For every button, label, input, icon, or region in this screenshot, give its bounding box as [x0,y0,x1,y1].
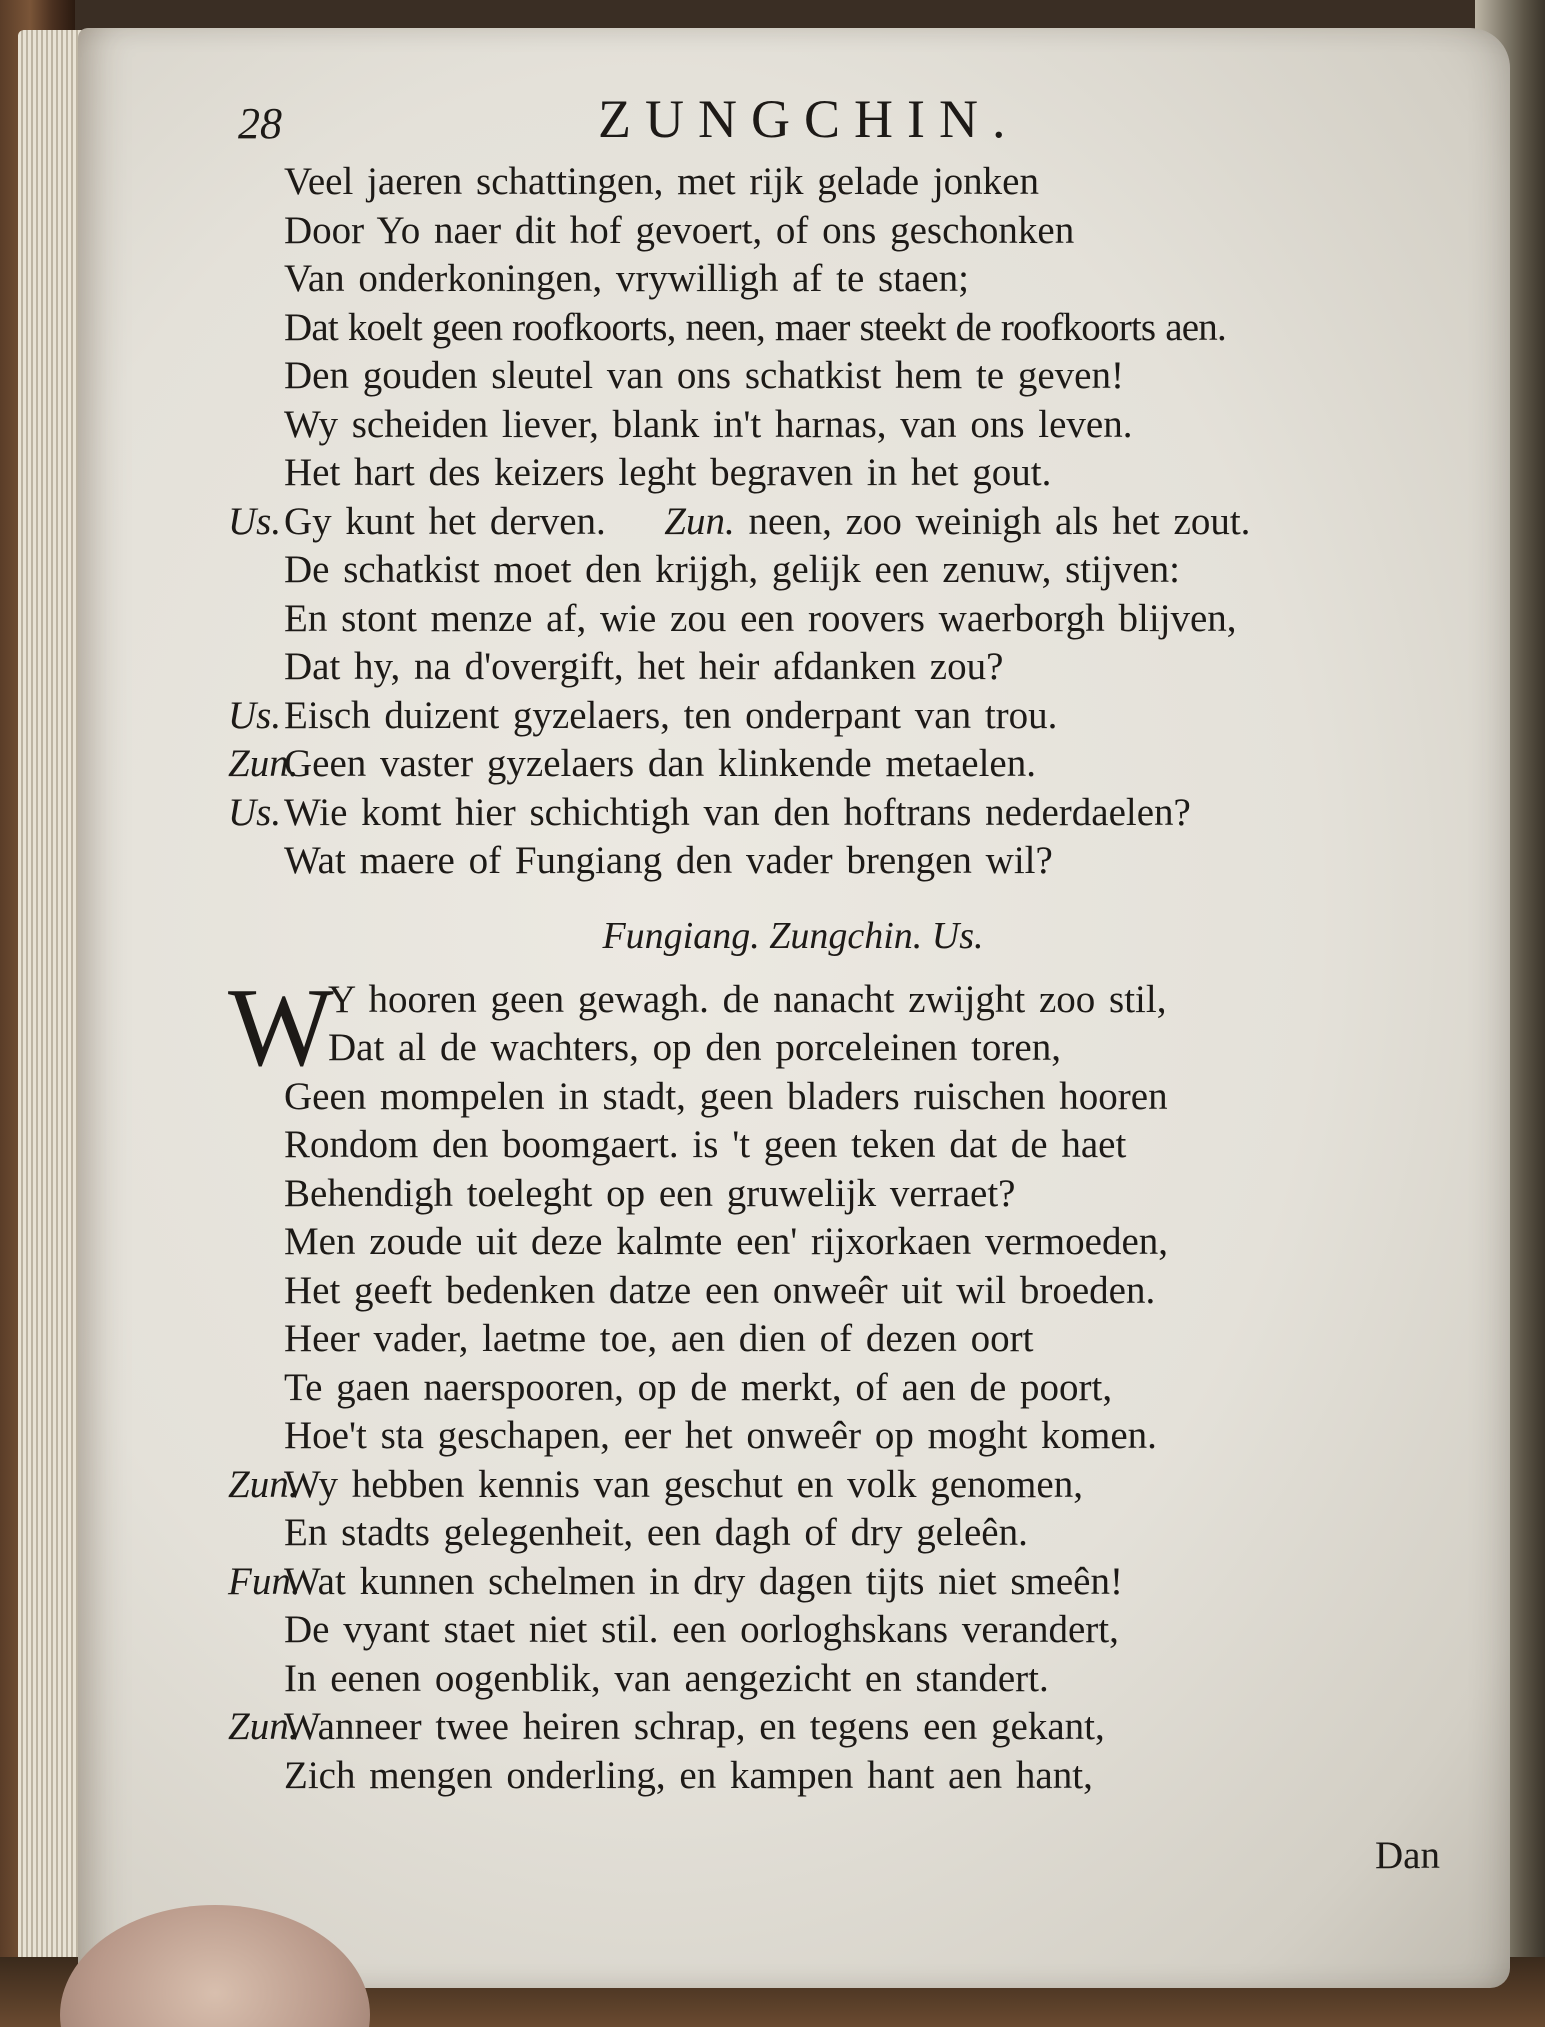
speaker-label: Zun. [228,742,299,785]
speaker-label: Zun. [228,1705,299,1748]
verse-text: Wat kunnen schelmen in dry dagen tijts niet smeên! [284,1559,1123,1603]
verse-line [228,449,1508,498]
page-number: 28 [238,99,282,148]
verse-line [228,1024,1508,1073]
speaker-label: Us. [228,790,282,834]
speaker-label: Fun. [228,1559,301,1603]
verse-block-before [228,158,1508,886]
running-head: ZUNGCHIN. [598,89,1020,149]
verse-line [228,1655,1508,1704]
verse-text: Het hart des keizers leght begraven in het gout. [284,451,1052,494]
book-page [78,28,1510,1988]
verse-line [228,352,1508,401]
verse-line [228,1752,1508,1801]
verse-text: Wat maere of Fungiang den vader brengen wil? [284,839,1053,882]
verse-line [228,401,1508,450]
speaker-label: Us. [228,499,282,543]
verse-line [228,837,1508,886]
verse-text: Heer vader, laetme toe, aen dien of dezen oort [284,1317,1034,1360]
verse-text-part: Gy kunt het derven. [284,499,606,543]
verse-text: Door Yo naer dit hof gevoert, of ons geschonken [284,208,1075,252]
verse-line [228,1703,1508,1752]
verse-line [228,789,1508,838]
verse-text: Geen vaster gyzelaers dan klinkende metaelen. [284,742,1036,785]
speaker-label: Zun. [228,1462,299,1506]
speaker-label: Us. [228,693,282,737]
speaker-label: Zun. [664,499,735,543]
verse-text: Veel jaeren schattingen, met rijk gelade jonken [284,160,1039,203]
verse-line [228,1170,1508,1219]
verse-text: Het geeft bedenken datze een onweêr uit wil broeden. [284,1268,1156,1312]
scene-heading: Fungiang. Zungchin. Us. [602,914,984,957]
verse-text: Geen mompelen in stadt, geen bladers ruischen hooren [284,1074,1168,1118]
verse-text: Dat koelt geen roofkoorts, neen, maer steekt de roofkoorts aen. [284,305,1226,349]
verse-text: En stadts gelegenheit, een dagh of dry geleên. [284,1511,1028,1554]
verse-line [228,1461,1508,1510]
verse-line [228,255,1508,304]
verse-text: Te gaen naerspooren, op de merkt, of aen de poort, [284,1365,1113,1409]
verse-line [228,207,1508,256]
verse-text: Wy scheiden liever, blank in't harnas, van ons leven. [284,402,1133,446]
verse-line [228,1364,1508,1413]
verse-line [228,1509,1508,1558]
verse-text: Hoe't sta geschapen, eer het onweêr op moght komen. [284,1414,1157,1457]
verse-text: Van onderkoningen, vrywilligh af te staen; [284,257,969,300]
verse-line [228,740,1508,789]
verse-line [228,1218,1508,1267]
catchword: Dan [1375,1834,1440,1877]
verse-text: En stont menze af, wie zou een roovers waerborgh blijven, [284,596,1237,640]
drop-cap: W [228,965,334,1090]
verse-line [228,1606,1508,1655]
verse-text: Wie komt hier schichtigh van den hoftrans nederdaelen? [284,790,1191,834]
verse-line [228,546,1508,595]
verse-text: Rondom den boomgaert. is 't geen teken dat de haet [284,1123,1127,1166]
verse-line [228,1315,1508,1364]
verse-text: Dat al de wachters, op den porceleinen toren, [328,1026,1061,1069]
verse-line [228,1267,1508,1316]
verse-text: Behendigh toeleght op een gruwelijk verraet? [284,1171,1016,1215]
verse-text: Dat hy, na d'overgift, het heir afdanken zou? [284,645,1004,688]
verse-line [228,158,1508,207]
verse-text: Wy hebben kennis van geschut en volk genomen, [284,1462,1083,1506]
verse-text-part: neen, zoo weinigh als het zout. [748,499,1251,543]
verse-text: Y hooren geen gewagh. de nanacht zwijght zoo stil, [328,977,1167,1021]
text-block [228,158,1508,1800]
verse-line [228,498,1508,547]
verse-line [228,595,1508,644]
verse-line [228,304,1508,353]
verse-line [228,692,1508,741]
verse-line [228,1412,1508,1461]
verse-line [228,1121,1508,1170]
verse-block-after [228,965,1508,1801]
verse-text: De schatkist moet den krijgh, gelijk een zenuw, stijven: [284,548,1180,591]
verse-line [228,1558,1508,1607]
verse-text [284,498,1250,547]
verse-text: Men zoude uit deze kalmte een' rijxorkaen vermoeden, [284,1220,1169,1263]
verse-text: Eisch duizent gyzelaers, ten onderpant van trou. [284,693,1058,737]
verse-line [228,643,1508,692]
verse-text: De vyant staet niet stil. een oorloghskans verandert, [284,1608,1119,1651]
verse-text: Wanneer twee heiren schrap, en tegens een gekant, [284,1705,1105,1748]
verse-line [228,1073,1508,1122]
page-header [78,88,1510,158]
verse-text: Den gouden sleutel van ons schatkist hem te geven! [284,354,1124,397]
verse-text: Zich mengen onderling, en kampen hant aen hant, [284,1753,1093,1797]
verse-text: In eenen oogenblik, van aengezicht en standert. [284,1656,1049,1700]
